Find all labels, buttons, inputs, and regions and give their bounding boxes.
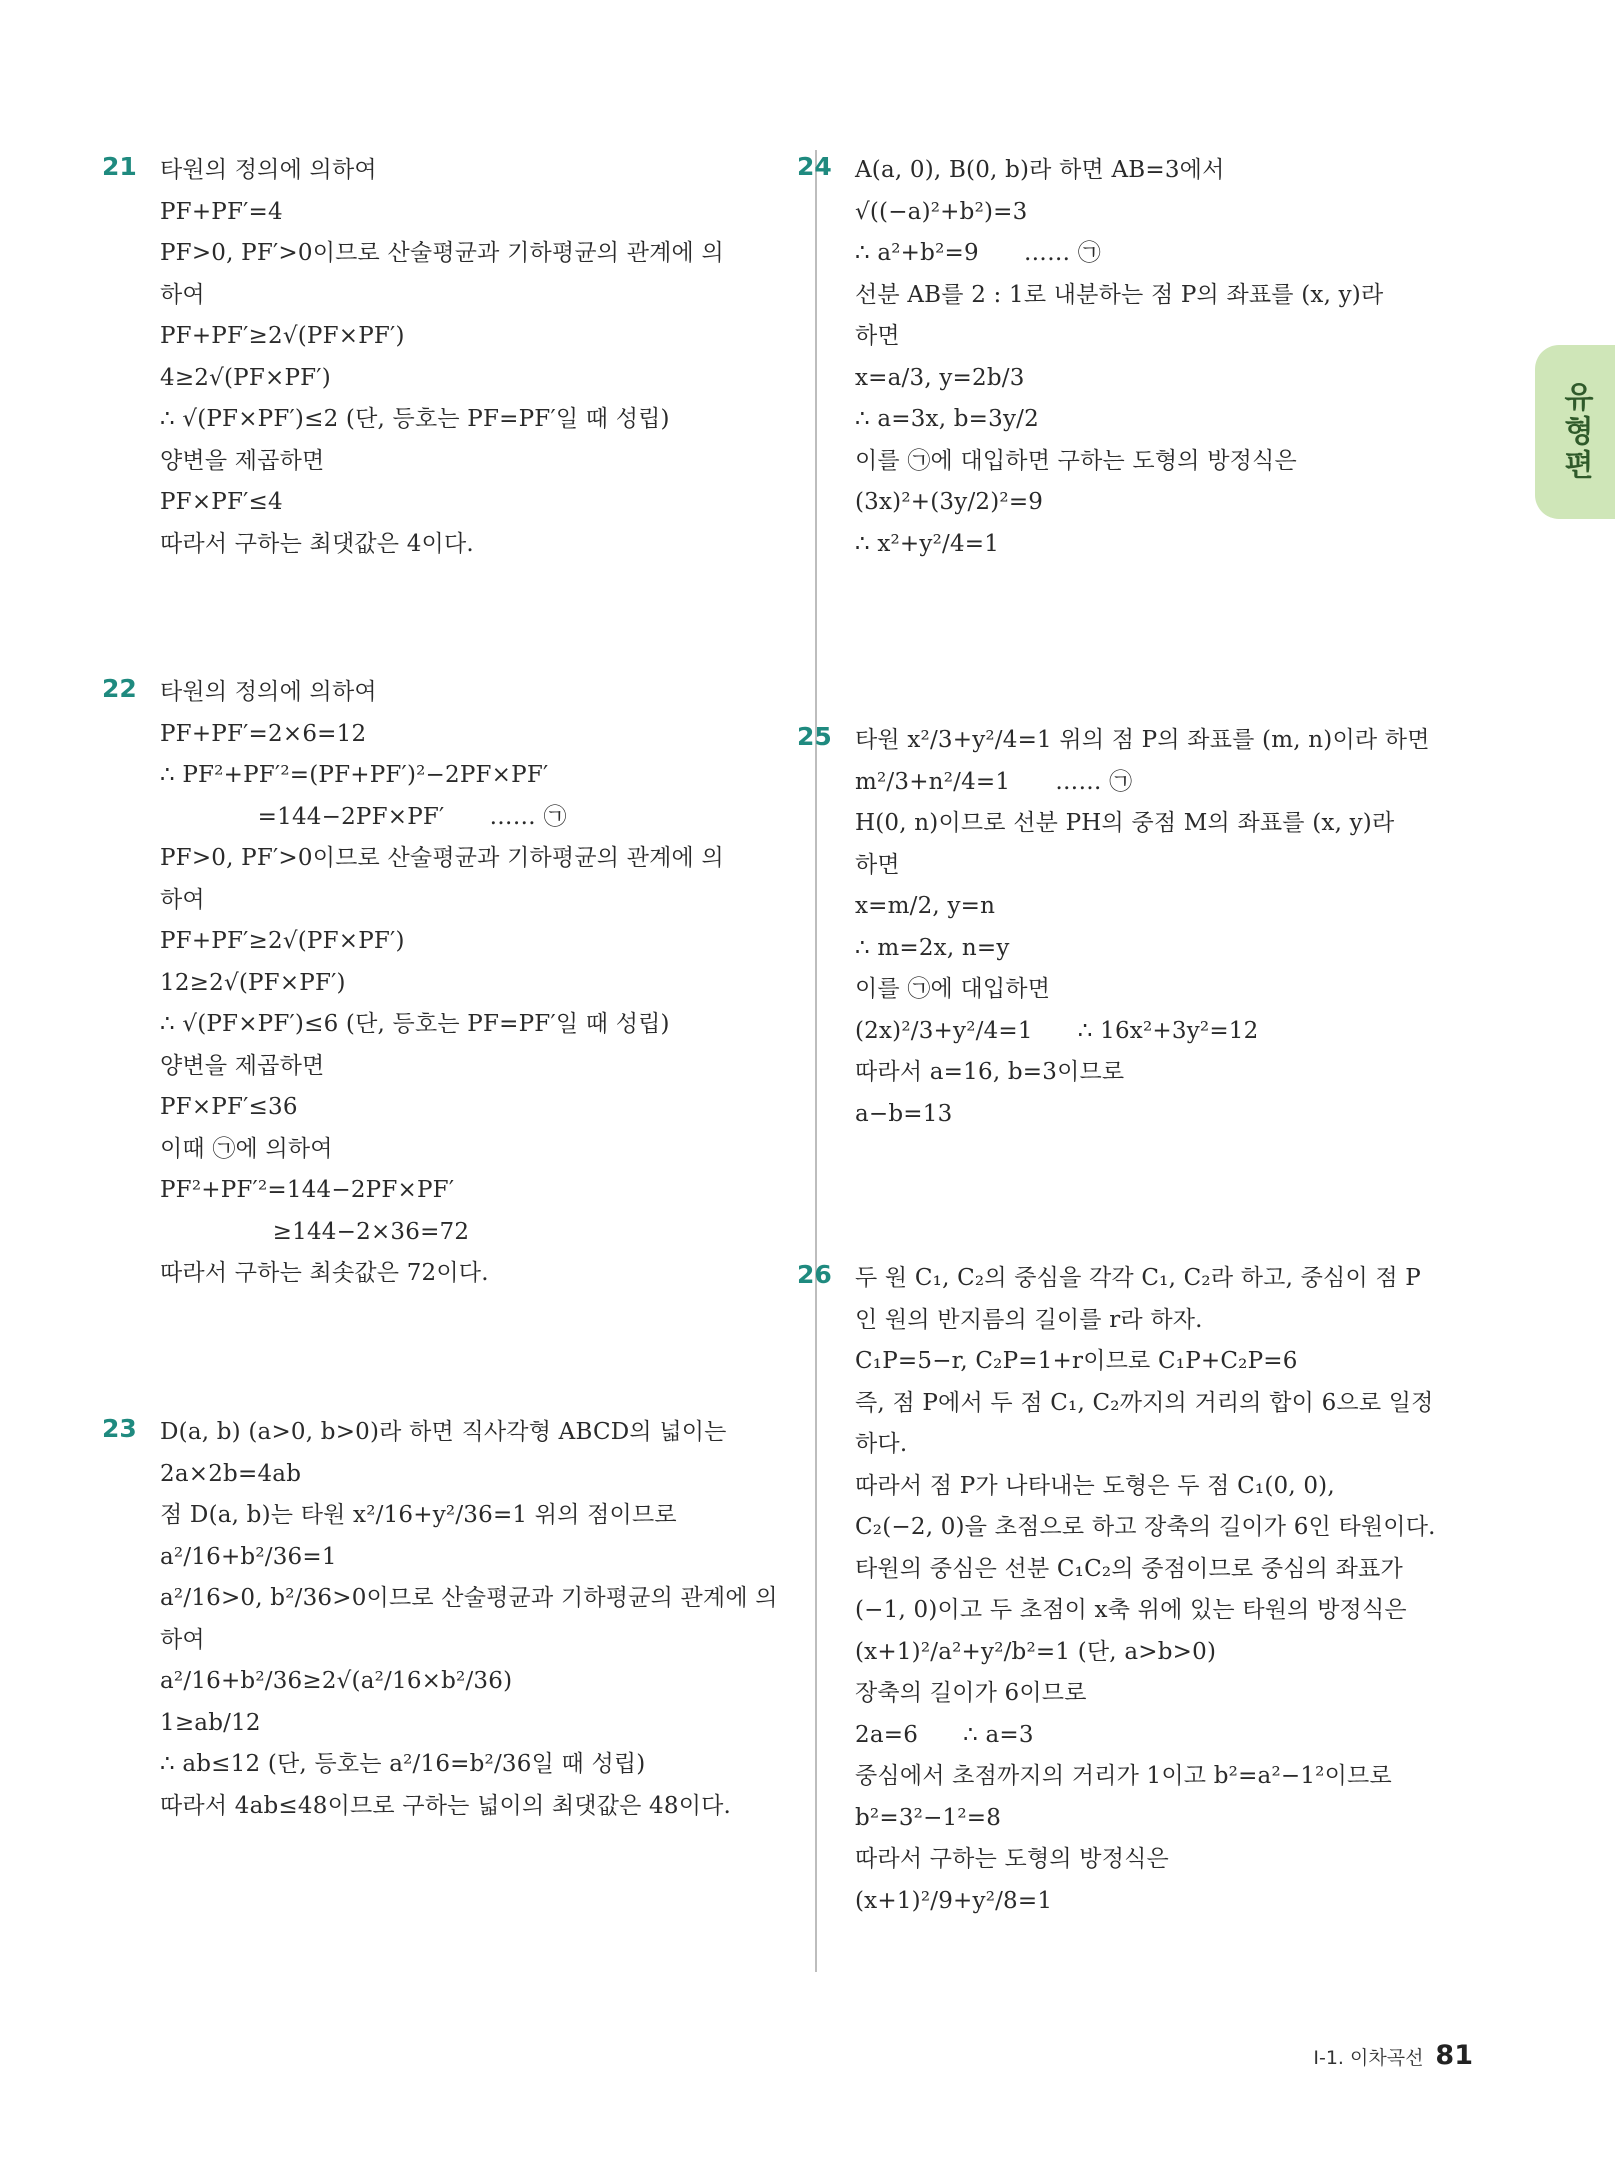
solution-line: 따라서 4ab≤48이므로 구하는 넓이의 최댓값은 48이다. — [160, 1792, 732, 1819]
solution-line: PF+PF′≥2√(PF×PF′) — [160, 323, 405, 349]
problem-number: 26 — [797, 1260, 832, 1289]
solution-line: 두 원 C₁, C₂의 중심을 각각 C₁, C₂라 하고, 중심이 점 P — [855, 1265, 1421, 1291]
problem-number: 22 — [102, 674, 137, 703]
problem-23 — [102, 1412, 800, 1827]
solution-line: 양변을 제곱하면 — [160, 447, 325, 474]
solution-line: ∴ x²+y²/4=1 — [855, 530, 1000, 557]
solution-line: 타원 x²/3+y²/4=1 위의 점 P의 좌표를 (m, n)이라 하면 — [855, 727, 1430, 753]
solution-line: a²/16+b²/36≥2√(a²/16×b²/36) — [160, 1668, 513, 1694]
solution-line: (x+1)²/9+y²/8=1 — [855, 1887, 1053, 1914]
solution-line: m²/3+n²/4=1 …… ㉠ — [855, 768, 1133, 795]
solution-line: C₁P=5−r, C₂P=1+r이므로 C₁P+C₂P=6 — [855, 1348, 1298, 1374]
solution-line: 장축의 길이가 6이므로 — [855, 1680, 1087, 1706]
solution-line: 이를 ㉠에 대입하면 — [855, 976, 1051, 1002]
solution-line: ∴ √(PF×PF′)≤2 (단, 등호는 PF=PF′일 때 성립) — [160, 406, 670, 432]
solution-line: 따라서 구하는 도형의 방정식은 — [855, 1846, 1169, 1872]
solution-text — [855, 150, 1495, 565]
solution-line: 하면 — [855, 851, 900, 878]
solution-line: a²/16+b²/36=1 — [160, 1543, 337, 1570]
solution-line: (−1, 0)이고 두 초점이 x축 위에 있는 타원의 방정식은 — [855, 1597, 1407, 1623]
solution-line: a²/16>0, b²/36>0이므로 산술평균과 기하평균의 관계에 의 — [160, 1585, 778, 1611]
solution-line: ∴ m=2x, n=y — [855, 934, 1010, 961]
solution-line: PF²+PF′²=144−2PF×PF′ — [160, 1177, 455, 1203]
solution-text — [160, 1412, 800, 1827]
problem-21 — [102, 150, 800, 565]
solution-line: x=m/2, y=n — [855, 893, 996, 919]
solution-line: D(a, b) (a>0, b>0)라 하면 직사각형 ABCD의 넓이는 — [160, 1419, 727, 1445]
solution-line: 하여 — [160, 886, 205, 913]
solution-text — [160, 672, 800, 1295]
solution-line: 선분 AB를 2 : 1로 내분하는 점 P의 좌표를 (x, y)라 — [855, 281, 1384, 308]
solution-line: ∴ a²+b²=9 …… ㉠ — [855, 240, 1101, 266]
solution-line: 이를 ㉠에 대입하면 구하는 도형의 방정식은 — [855, 447, 1297, 474]
solution-line: 인 원의 반지름의 길이를 r라 하자. — [855, 1306, 1203, 1333]
solution-line: 즉, 점 P에서 두 점 C₁, C₂까지의 거리의 합이 6으로 일정 — [855, 1389, 1434, 1416]
solution-text — [855, 1258, 1495, 1922]
section-tab-label: 유형편 — [1558, 381, 1593, 483]
solution-line: 점 D(a, b)는 타원 x²/16+y²/36=1 위의 점이므로 — [160, 1502, 677, 1528]
solution-line: C₂(−2, 0)을 초점으로 하고 장축의 길이가 6인 타원이다. — [855, 1514, 1436, 1540]
solution-line: 이때 ㉠에 의하여 — [160, 1135, 333, 1162]
problem-number: 24 — [797, 152, 832, 181]
solution-line: PF×PF′≤36 — [160, 1094, 298, 1120]
solution-line: 12≥2√(PF×PF′) — [160, 969, 346, 996]
problem-25 — [797, 720, 1495, 1135]
solution-line: (3x)²+(3y/2)²=9 — [855, 489, 1044, 515]
solution-line: ∴ √(PF×PF′)≤6 (단, 등호는 PF=PF′일 때 성립) — [160, 1011, 670, 1037]
solution-line: PF+PF′=2×6=12 — [160, 720, 367, 747]
solution-line: 하여 — [160, 281, 205, 308]
solution-line: ∴ a=3x, b=3y/2 — [855, 406, 1039, 432]
solution-line: PF+PF′≥2√(PF×PF′) — [160, 928, 405, 954]
solution-line: PF+PF′=4 — [160, 198, 283, 225]
solution-line: x=a/3, y=2b/3 — [855, 364, 1025, 391]
solution-line: 따라서 구하는 최댓값은 4이다. — [160, 530, 474, 557]
solution-line: 하다. — [855, 1431, 908, 1457]
solution-line: PF×PF′≤4 — [160, 489, 283, 515]
solution-line: b²=3²−1²=8 — [855, 1804, 1002, 1831]
solution-line: 타원의 정의에 의하여 — [160, 157, 377, 183]
solution-line: 타원의 정의에 의하여 — [160, 679, 377, 705]
solution-line: 하여 — [160, 1626, 205, 1653]
solution-text — [160, 150, 800, 565]
solution-line: PF>0, PF′>0이므로 산술평균과 기하평균의 관계에 의 — [160, 845, 724, 871]
solution-line: 하면 — [855, 323, 900, 349]
section-tab — [1535, 345, 1615, 519]
solution-line: ≥144−2×36=72 — [160, 1218, 470, 1245]
problem-22 — [102, 672, 800, 1295]
solution-line: ∴ PF²+PF′²=(PF+PF′)²−2PF×PF′ — [160, 762, 549, 788]
problem-26 — [797, 1258, 1495, 1922]
page-footer — [1313, 2040, 1473, 2071]
solution-line: ∴ ab≤12 (단, 등호는 a²/16=b²/36일 때 성립) — [160, 1751, 646, 1777]
solution-line: √((−a)²+b²)=3 — [855, 198, 1028, 225]
solution-line: 타원의 중심은 선분 C₁C₂의 중점이므로 중심의 좌표가 — [855, 1555, 1403, 1582]
solution-text — [855, 720, 1495, 1135]
solution-line: 따라서 a=16, b=3이므로 — [855, 1059, 1125, 1085]
solution-line: A(a, 0), B(0, b)라 하면 AB=3에서 — [855, 157, 1225, 183]
column-divider — [815, 150, 817, 1972]
solution-line: H(0, n)이므로 선분 PH의 중점 M의 좌표를 (x, y)라 — [855, 810, 1395, 836]
solution-line: (x+1)²/a²+y²/b²=1 (단, a>b>0) — [855, 1638, 1217, 1665]
solution-line: a−b=13 — [855, 1100, 953, 1127]
solution-line: PF>0, PF′>0이므로 산술평균과 기하평균의 관계에 의 — [160, 240, 724, 266]
solution-line: 따라서 구하는 최솟값은 72이다. — [160, 1260, 489, 1286]
problem-24 — [797, 150, 1495, 565]
solution-line: 양변을 제곱하면 — [160, 1052, 325, 1079]
solution-line: 4≥2√(PF×PF′) — [160, 364, 331, 391]
solution-line: (2x)²/3+y²/4=1 ∴ 16x²+3y²=12 — [855, 1017, 1259, 1044]
solution-line: 2a×2b=4ab — [160, 1460, 302, 1487]
solution-line: 중심에서 초점까지의 거리가 1이고 b²=a²−1²이므로 — [855, 1763, 1392, 1789]
problem-number: 25 — [797, 722, 832, 751]
solution-line: 1≥ab/12 — [160, 1709, 261, 1736]
solution-line: 따라서 점 P가 나타내는 도형은 두 점 C₁(0, 0), — [855, 1472, 1335, 1499]
solution-line: 2a=6 ∴ a=3 — [855, 1721, 1034, 1748]
problem-number: 23 — [102, 1414, 137, 1443]
problem-number: 21 — [102, 152, 137, 181]
page-number: 81 — [1435, 2040, 1473, 2071]
solution-line: =144−2PF×PF′ …… ㉠ — [160, 803, 567, 830]
chapter-label: Ⅰ-1. 이차곡선 — [1313, 2047, 1424, 2069]
